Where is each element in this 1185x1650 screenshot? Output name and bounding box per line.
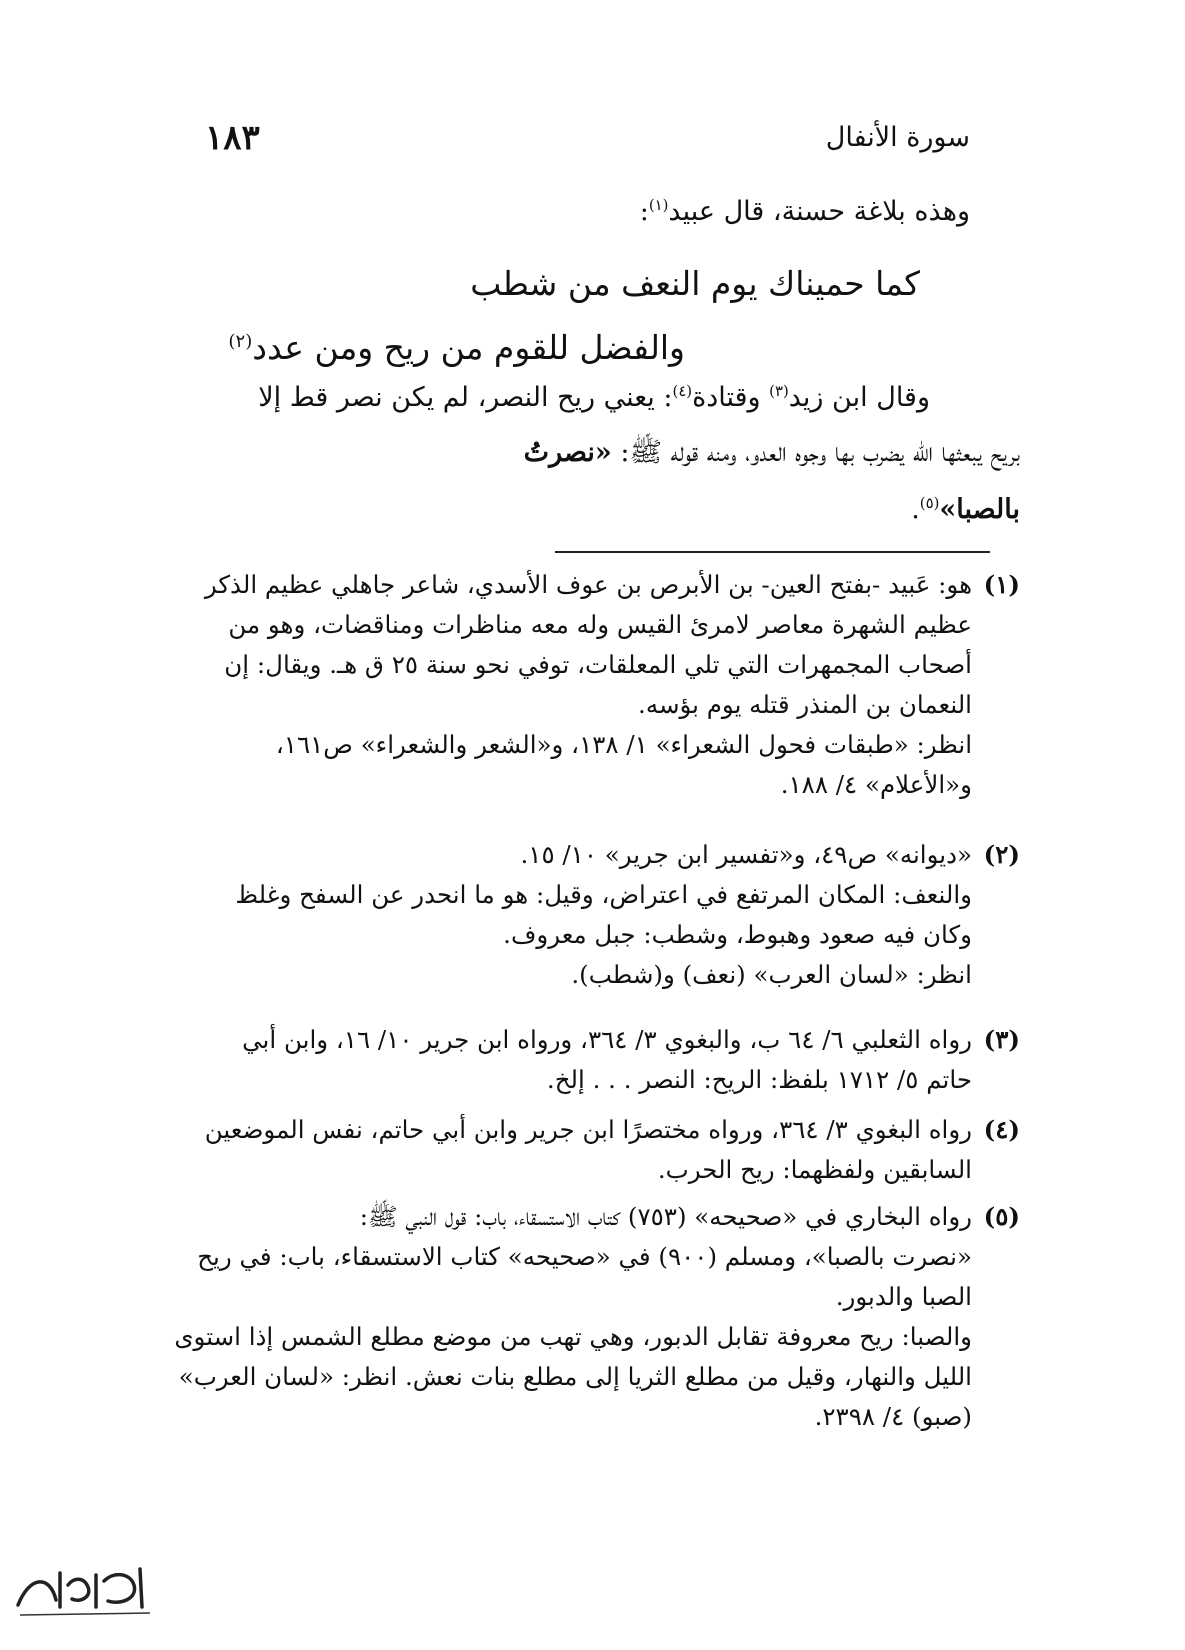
footnote-divider	[555, 551, 990, 553]
footnote-ref-5[interactable]: (٥)	[919, 494, 940, 512]
footnote-number: (٤)	[983, 1115, 1020, 1144]
hadith-quote: «نصرتُ	[523, 437, 612, 468]
footnote-ref-1[interactable]: (١)	[648, 196, 669, 214]
footnote-5: (٥)رواه البخاري في «صحيحه» (٧٥٣) كتاب الاستسقاء، باب: قول النبي ﷺ: «نصرت بالصبا»، ومسلم (٩٠٠) في «صحيحه» كتاب الاستسقاء، باب: في ريح الصبا والدبور. والصبا: ريح معروفة تقابل الدبور، وهي تهب من موضع مطلع الشمس إذا استوى الليل والنهار، وقيل من مطلع الثريا إلى مطلع بنات نعش. انظر: «لسان العرب» (صبو) ٤/ ٢٣٩٨.	[120, 1197, 1020, 1437]
footnote-number: (١)	[983, 570, 1020, 599]
poem-verse-2: والفضل للقوم من ريح ومن عدد$^{(٢)}$	[228, 328, 685, 367]
body-line-1: وهذه بلاغة حسنة، قال عبيد$^{(١)}$:	[639, 196, 970, 227]
page-header	[205, 118, 970, 158]
footnote-number: (٢)	[983, 840, 1020, 869]
footnote-4: (٤)رواه البغوي ٣/ ٣٦٤، ورواه مختصرًا ابن جرير وابن أبي حاتم، نفس الموضعين السابقين ولفظهما: ريح الحرب.	[120, 1110, 1020, 1190]
footnote-1: (١)هو: عَبيد -بفتح العين- بن الأبرص بن عوف الأسدي، شاعر جاهلي عظيم الذكر عظيم الشهرة معاصر لامرئ القيس وله معه مناظرات ومناقضات، وهو من أصحاب المجمهرات التي تلي المعلقات، توفي نحو سنة ٢٥ ق هـ. ويقال: إن النعمان بن المنذر قتله يوم بؤسه. انظر: «طبقات فحول الشعراء» ١/ ١٣٨، و«الشعر والشعراء» ص١٦١، و«الأعلام» ٤/ ١٨٨.	[120, 565, 1020, 805]
footnote-2: (٢)«ديوانه» ص٤٩، و«تفسير ابن جرير» ١٠/ ١٥. والنعف: المكان المرتفع في اعتراض، وقيل: هو ما انحدر عن السفح وغلظ وكان فيه صعود وهبوط، وشطب: جبل معروف. انظر: «لسان العرب» (نعف) و(شطب).	[120, 835, 1020, 995]
footnote-3: (٣)رواه الثعلبي ٦/ ٦٤ ب، والبغوي ٣/ ٣٦٤، ورواه ابن جرير ١٠/ ١٦، وابن أبي حاتم ٥/ ١٧١٢ بلفظ: الريح: النصر . . . إلخ.	[120, 1020, 1020, 1100]
footnote-number: (٣)	[983, 1025, 1020, 1054]
footnote-ref-3[interactable]: (٣)	[769, 382, 789, 400]
footnote-number: (٥)	[983, 1202, 1020, 1231]
footnote-ref-2[interactable]: (٢)	[228, 331, 253, 352]
body-line-6: بالصبا»$^{(٥)}$.	[911, 494, 1020, 525]
body-line-4: وقال ابن زيد$^{(٣)}$ وقتادة$^{(٤)}$: يعني ريح النصر، لم يكن نصر قط إلا	[258, 382, 930, 413]
body-line-5: بريح يبعثها الله يضرب بها وجوه العدو، ومنه قوله ﷺ: «نصرتُ	[523, 437, 1020, 468]
page-number: ١٨٣	[205, 118, 260, 158]
poem-verse-1: كما حميناك يوم النعف من شطب	[470, 264, 920, 303]
publisher-logo	[10, 1555, 160, 1625]
footnote-ref-4[interactable]: (٤)	[672, 382, 693, 400]
surah-title: سورة الأنفال	[825, 122, 970, 153]
